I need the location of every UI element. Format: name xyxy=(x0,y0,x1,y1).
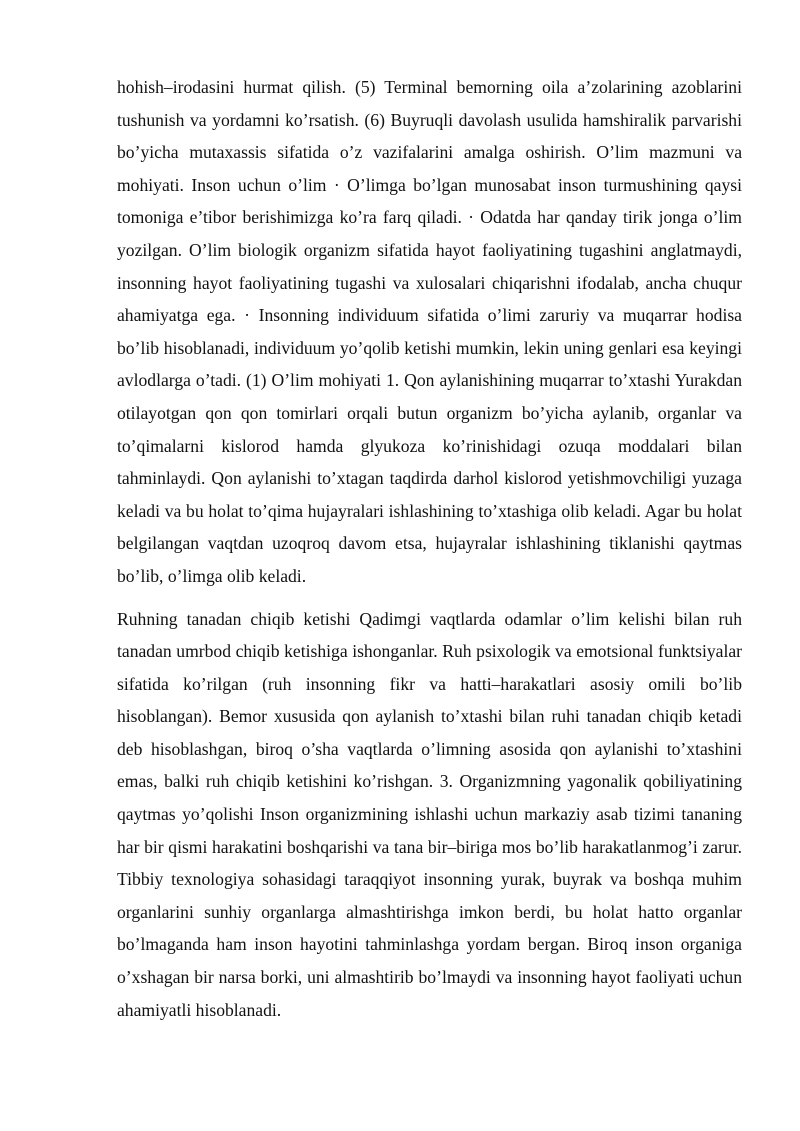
body-text xyxy=(117,71,742,1026)
paragraph-1: hohish–irodasini hurmat qilish. (5) Terminal bemorning oila a’zolarining azoblarini tushunish va yordamni ko’rsatish. (6) Buyruqli davolash usulida hamshiralik parvarishi bo’yicha mutaxassis sifatida o’z vazifalarini amalga oshirish. O’lim mazmuni va mohiyati. Inson uchun o’lim · O’limga bo’lgan munosabat inson turmushining qaysi tomoniga e’tibor berishimizga ko’ra farq qiladi. · Odatda har qanday tirik jonga o’lim yozilgan. O’lim biologik organizm sifatida hayot faoliyatining tugashini anglatmaydi, insonning hayot faoliyatining tugashi va xulosalari chiqarishni ifodalab, ancha chuqur ahamiyatga ega. · Insonning individuum sifatida o’limi zaruriy va muqarrar hodisa bo’lib hisoblanadi, individuum yo’qolib ketishi mumkin, lekin uning genlari esa keyingi avlodlarga o’tadi. (1) O’lim mohiyati 1. Qon aylanishining muqarrar to’xtashi Yurakdan otilayotgan qon qon tomirlari orqali butun organizm bo’yicha aylanib, organlar va to’qimalarni kislorod hamda glyukoza ko’rinishidagi ozuqa moddalari bilan tahminlaydi. Qon aylanishi to’xtagan taqdirda darhol kislorod yetishmovchiligi yuzaga keladi va bu holat to’qima hujayralari ishlashining to’xtashiga olib keladi. Agar bu holat belgilangan vaqtdan uzoqroq davom etsa, hujayralar ishlashining tiklanishi qaytmas bo’lib, o’limga olib keladi. xyxy=(117,77,742,586)
paragraph-2: Ruhning tanadan chiqib ketishi Qadimgi vaqtlarda odamlar o’lim kelishi bilan ruh tanadan umrbod chiqib ketishiga ishonganlar. Ruh psixologik va emotsional funktsiyalar sifatida ko’rilgan (ruh insonning fikr va hatti–harakatlari asosiy omili bo’lib hisoblangan). Bemor xususida qon aylanish to’xtashi bilan ruhi tanadan chiqib ketadi deb hisoblashgan, biroq o’sha vaqtlarda o’limning asosida qon aylanishi to’xtashini emas, balki ruh chiqib ketishini ko’rishgan. 3. Organizmning yagonalik qobiliyatining qaytmas yo’qolishi Inson organizmining ishlashi uchun markaziy asab tizimi tananing har bir qismi harakatini boshqarishi va tana bir–biriga mos bo’lib harakatlanmog’i zarur. Tibbiy texnologiya sohasidagi taraqqiyot insonning yurak, buyrak va boshqa muhim organlarini sunhiy organlarga almashtirishga imkon berdi, bu holat hatto organlar bo’lmaganda ham inson hayotini tahminlashga yordam bergan. Biroq inson organiga o’xshagan bir narsa borki, uni almashtirib bo’lmaydi va insonning hayot faoliyati uchun ahamiyatli hisoblanadi. xyxy=(117,608,742,1020)
